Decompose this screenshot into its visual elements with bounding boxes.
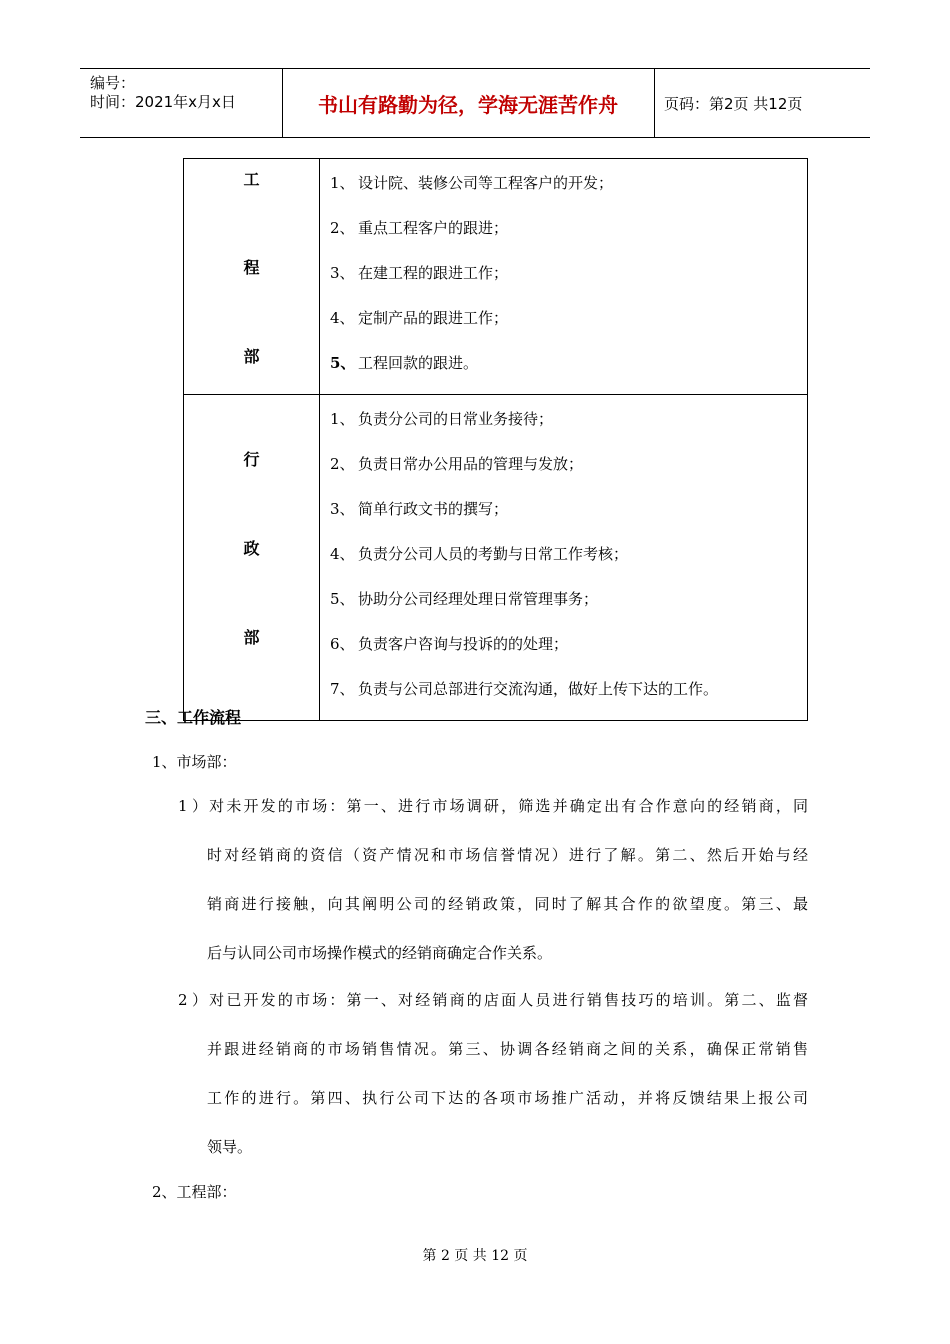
duty-item — [330, 397, 807, 442]
paragraph-line: 领导。 — [207, 1138, 253, 1156]
duties-cell-administration — [320, 395, 808, 721]
duty-number: 6、 — [330, 635, 355, 653]
duty-item — [330, 577, 807, 622]
header-meta — [80, 69, 283, 137]
section-heading: 三、工作流程 — [145, 708, 242, 727]
duties-cell-engineering — [320, 159, 808, 395]
paragraph-line: 并跟进经销商的市场销售情况。第三、协调各经销商之间的关系，确保正常销售 — [207, 1040, 808, 1058]
dept-cell-administration — [184, 395, 320, 721]
line-text: 对未开发的市场：第一、进行市场调研，筛选并确定出有合作意向的经销商，同 — [207, 797, 808, 815]
document-date: 时间：2021年x月x日 — [90, 93, 236, 111]
duty-text: 简单行政文书的撰写； — [358, 500, 509, 518]
paragraph-unexplored-market — [178, 791, 808, 987]
duty-item — [330, 667, 807, 712]
line-text: 对已开发的市场：第一、对经销商的店面人员进行销售技巧的培训。第二、监督 — [207, 991, 808, 1009]
duty-number: 5、 — [330, 590, 355, 608]
duty-item — [330, 622, 807, 667]
dept-char: 行 — [243, 450, 260, 469]
subsection-heading-engineering: 2、工程部： — [152, 1183, 237, 1201]
duty-text: 工程回款的跟进。 — [358, 354, 479, 372]
header-motto: 书山有路勤为径，学海无涯苦作舟 — [282, 69, 655, 137]
duty-text: 协助分公司经理处理日常管理事务； — [358, 590, 599, 608]
paragraph-line — [178, 791, 808, 840]
paragraph-line — [178, 985, 808, 1034]
duty-item — [330, 251, 807, 296]
department-duties-table — [183, 158, 808, 721]
duty-item — [330, 442, 807, 487]
paragraph-line: 后与认同公司市场操作模式的经销商确定合作关系。 — [207, 944, 553, 962]
duty-number: 1、 — [330, 174, 355, 192]
duty-number: 3、 — [330, 500, 355, 518]
page-footer: 第 2 页 共 12 页 — [422, 1248, 528, 1264]
page-header — [80, 68, 870, 138]
dept-char: 工 — [243, 170, 260, 189]
duty-number: 2、 — [330, 219, 355, 237]
dept-char: 程 — [243, 258, 260, 277]
duty-text: 负责日常办公用品的管理与发放； — [358, 455, 584, 473]
paragraph-developed-market — [178, 985, 808, 1181]
dept-char: 政 — [243, 539, 260, 558]
header-page-info: 页码：第2页 共12页 — [664, 94, 803, 113]
duty-number: 5、 — [330, 354, 356, 372]
duty-item — [330, 296, 807, 341]
list-marker: 2） — [178, 991, 207, 1009]
duty-item — [330, 341, 807, 386]
duty-item — [330, 487, 807, 532]
duty-text: 设计院、装修公司等工程客户的开发； — [358, 174, 614, 192]
duty-number: 2、 — [330, 455, 355, 473]
duty-text: 定制产品的跟进工作； — [358, 309, 509, 327]
table-row-administration — [184, 395, 808, 721]
duty-number: 4、 — [330, 545, 355, 563]
duty-number: 3、 — [330, 264, 355, 282]
duty-number: 4、 — [330, 309, 355, 327]
duty-text: 重点工程客户的跟进； — [358, 219, 509, 237]
duty-item — [330, 161, 807, 206]
table-row-engineering — [184, 159, 808, 395]
duty-text: 在建工程的跟进工作； — [358, 264, 509, 282]
duty-number: 7、 — [330, 680, 355, 698]
document-number-label: 编号： — [90, 74, 136, 92]
paragraph-line: 时对经销商的资信（资产情况和市场信誉情况）进行了解。第二、然后开始与经 — [207, 846, 808, 864]
dept-char: 部 — [243, 347, 260, 366]
duty-text: 负责客户咨询与投诉的的处理； — [358, 635, 569, 653]
paragraph-line: 销商进行接触，向其阐明公司的经销政策，同时了解其合作的欲望度。第三、最 — [207, 895, 808, 913]
duty-number: 1、 — [330, 410, 355, 428]
duty-text: 负责分公司人员的考勤与日常工作考核； — [358, 545, 629, 563]
dept-char: 部 — [243, 628, 260, 647]
duty-item — [330, 206, 807, 251]
duty-item — [330, 532, 807, 577]
paragraph-line: 工作的进行。第四、执行公司下达的各项市场推广活动，并将反馈结果上报公司 — [207, 1089, 808, 1107]
dept-cell-engineering — [184, 159, 320, 395]
duty-text: 负责与公司总部进行交流沟通，做好上传下达的工作。 — [358, 680, 719, 698]
list-marker: 1） — [178, 797, 207, 815]
subsection-heading-market: 1、市场部： — [152, 753, 237, 771]
duty-text: 负责分公司的日常业务接待； — [358, 410, 554, 428]
